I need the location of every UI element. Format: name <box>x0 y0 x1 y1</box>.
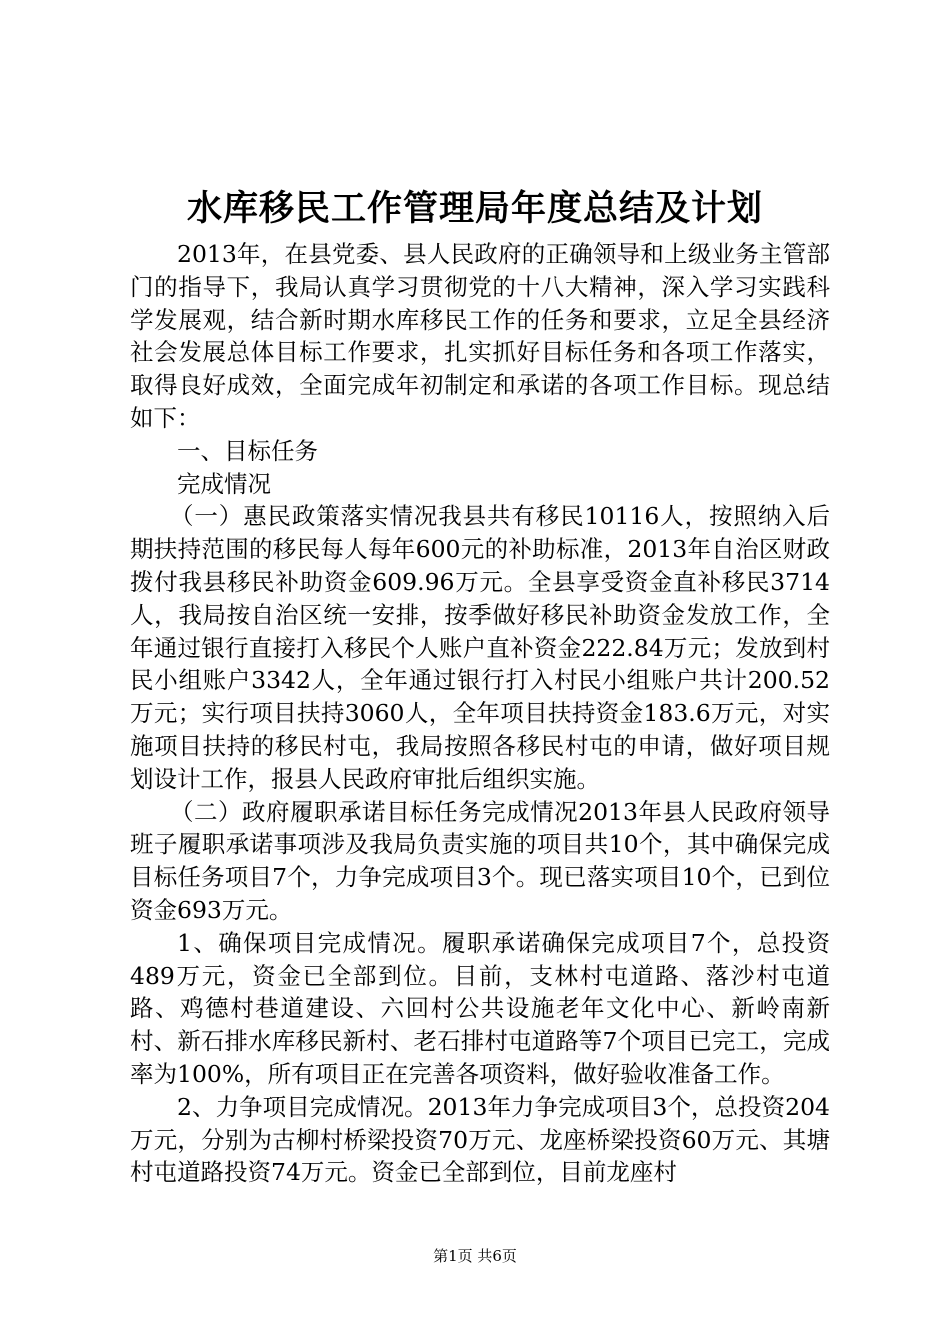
paragraph-guaranteed-projects: 1、确保项目完成情况。履职承诺确保完成项目7个，总投资489万元，资金已全部到位。目前，支林村屯道路、落沙村屯道路、鸡德村巷道建设、六回村公共设施老年文化中心、新岭南新村、新石排水库移民新村、老石排村屯道路等7个项目已完工，完成率为100%，所有项目正在完善各项资料，做好验收准备工作。 <box>130 928 830 1088</box>
subheading-completion: 完成情况 <box>177 469 271 498</box>
document-body <box>130 238 830 1189</box>
paragraph-government-commitments: （二）政府履职承诺目标任务完成情况2013年县人民政府领导班子履职承诺事项涉及我局负责实施的项目共10个，其中确保完成目标任务项目7个，力争完成项目3个。现已落实项目10个，已到位资金693万元。 <box>130 797 830 924</box>
section-heading-targets: 一、目标任务 <box>177 436 318 465</box>
paragraph-striving-projects: 2、力争项目完成情况。2013年力争完成项目3个，总投资204万元，分别为古柳村桥梁投资70万元、龙座桥梁投资60万元、其塘村屯道路投资74万元。资金已全部到位，目前龙座村 <box>130 1092 830 1187</box>
intro-paragraph: 2013年，在县党委、县人民政府的正确领导和上级业务主管部门的指导下，我局认真学习贯彻党的十八大精神，深入学习实践科学发展观，结合新时期水库移民工作的任务和要求，立足全县经济社会发展总体目标工作要求，扎实抓好目标任务和各项工作落实，取得良好成效，全面完成年初制定和承诺的各项工作目标。现总结如下： <box>130 240 830 432</box>
paragraph-policy-implementation: （一）惠民政策落实情况我县共有移民10116人，按照纳入后期扶持范围的移民每人每年600元的补助标准，2013年自治区财政拨付我县移民补助资金609.96万元。全县享受资金直补移民3714人，我局按自治区统一安排，按季做好移民补助资金发放工作，全年通过银行直接打入移民个人账户直补资金222.84万元；发放到村民小组账户3342人，全年通过银行打入村民小组账户共计200.52万元；实行项目扶持3060人，全年项目扶持资金183.6万元，对实施项目扶持的移民村屯，我局按照各移民村屯的申请，做好项目规划设计工作，报县人民政府审批后组织实施。 <box>130 502 830 793</box>
document-title: 水库移民工作管理局年度总结及计划 <box>186 188 763 229</box>
page-footer: 第1页 共6页 <box>433 1247 517 1265</box>
